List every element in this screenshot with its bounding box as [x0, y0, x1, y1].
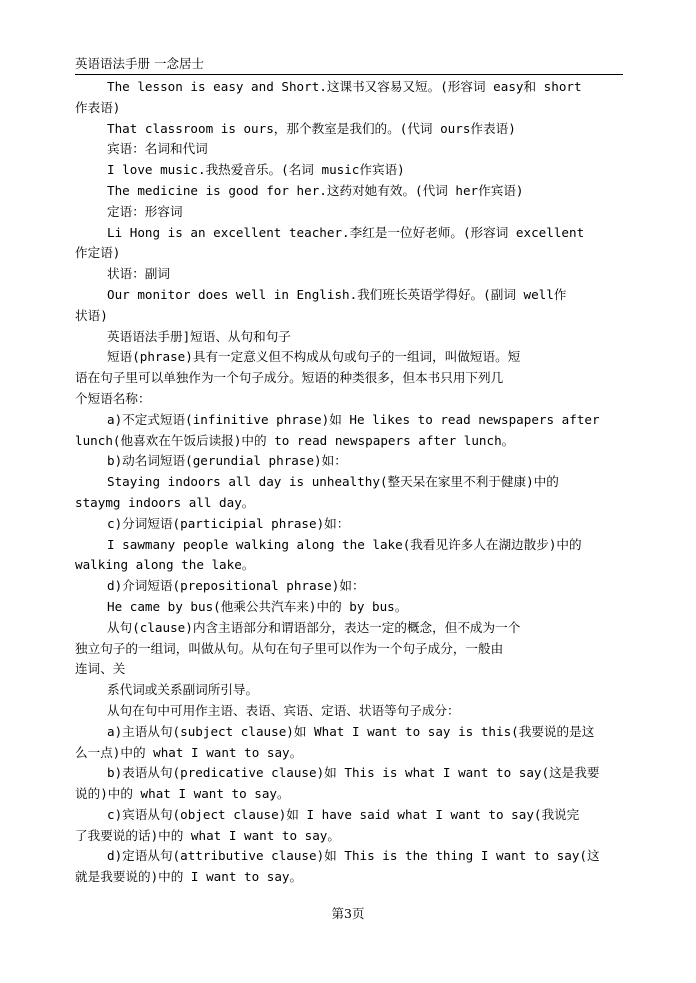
text-line: 语在句子里可以单独作为一个句子成分。短语的种类很多，但本书只用下列几 [75, 370, 504, 386]
text-line: 个短语名称： [75, 390, 151, 406]
text-line: The lesson is easy and Short.这课书又容易又短。(形容词 easy和 short [107, 79, 582, 94]
text-line: The medicine is good for her.这药对她有效。(代词 her作宾语) [107, 182, 524, 198]
page-number: 第3页 [331, 906, 365, 921]
text-line: He came by bus(他乘公共汽车来)中的 by bus。 [107, 598, 408, 614]
text-line: 系代词或关系副词所引导。 [107, 682, 259, 698]
text-line: 了我要说的话)中的 what I want to say。 [75, 827, 340, 843]
text-line: 说的)中的 what I want to say。 [75, 786, 290, 802]
text-line: 定语：形容词 [107, 203, 183, 219]
text-line: d)定语从句(attributive clause)如 This is the thing I want to say(这 [107, 848, 600, 864]
text-line: c)分词短语(participial phrase)如： [107, 515, 350, 531]
text-line: staymg indoors all day。 [75, 494, 255, 510]
text-line: Our monitor does well in English.我们班长英语学得好。(副词 well作 [107, 286, 567, 302]
text-line: 从句在句中可用作主语、表语、宾语、定语、状语等句子成分： [107, 702, 460, 718]
text-line: 宾语：名词和代词 [107, 141, 208, 157]
text-line: 从句(clause)内含主语部分和谓语部分，表达一定的概念，但不成为一个 [107, 619, 521, 635]
text-line: 就是我要说的)中的 I want to say。 [75, 869, 303, 885]
text-line: Li Hong is an excellent teacher.李红是一位好老师。(形容词 excellent [107, 224, 585, 240]
text-line: a)不定式短语(infinitive phrase)如 He likes to read newspapers after [107, 411, 600, 427]
text-line: I sawmany people walking along the lake(我看见许多人在湖边散步)中的 [107, 536, 582, 552]
document-body [75, 77, 641, 888]
text-line: 短语(phrase)具有一定意义但不构成从句或句子的一组词，叫做短语。短 [107, 349, 521, 365]
text-line: 英语语法手册]短语、从句和句子 [107, 328, 291, 344]
text-line: I love music.我热爱音乐。(名词 music作宾语) [107, 162, 405, 178]
text-line: 状语) [75, 307, 108, 323]
text-line: lunch(他喜欢在午饭后读报)中的 to read newspapers after lunch。 [75, 432, 515, 448]
text-line: a)主语从句(subject clause)如 What I want to say is this(我要说的是这 [107, 723, 595, 739]
text-line: 独立句子的一组词，叫做从句。从句在句子里可以作为一个句子成分，一般由 [75, 640, 504, 656]
text-line: b)动名词短语(gerundial phrase)如： [107, 453, 347, 469]
page-header: 英语语法手册 一念居士 [75, 56, 623, 75]
text-line: b)表语从句(predicative clause)如 This is what I want to say(这是我要 [107, 765, 600, 781]
text-line: 作表语) [75, 99, 121, 115]
text-line: walking along the lake。 [75, 557, 255, 573]
text-line: c)宾语从句(object clause)如 I have said what I want to say(我说完 [107, 806, 580, 822]
text-line: 连词、关 [75, 661, 126, 677]
text-line: d)介词短语(prepositional phrase)如： [107, 578, 365, 594]
text-line: 么一点)中的 what I want to say。 [75, 744, 303, 760]
text-line: 状语：副词 [107, 266, 170, 282]
text-line: 作定语) [75, 245, 121, 261]
text-line: That classroom is ours，那个教室是我们的。(代词 ours作表语) [107, 120, 516, 136]
text-line: Staying indoors all day is unhealthy(整天呆在家里不利于健康)中的 [107, 474, 559, 490]
